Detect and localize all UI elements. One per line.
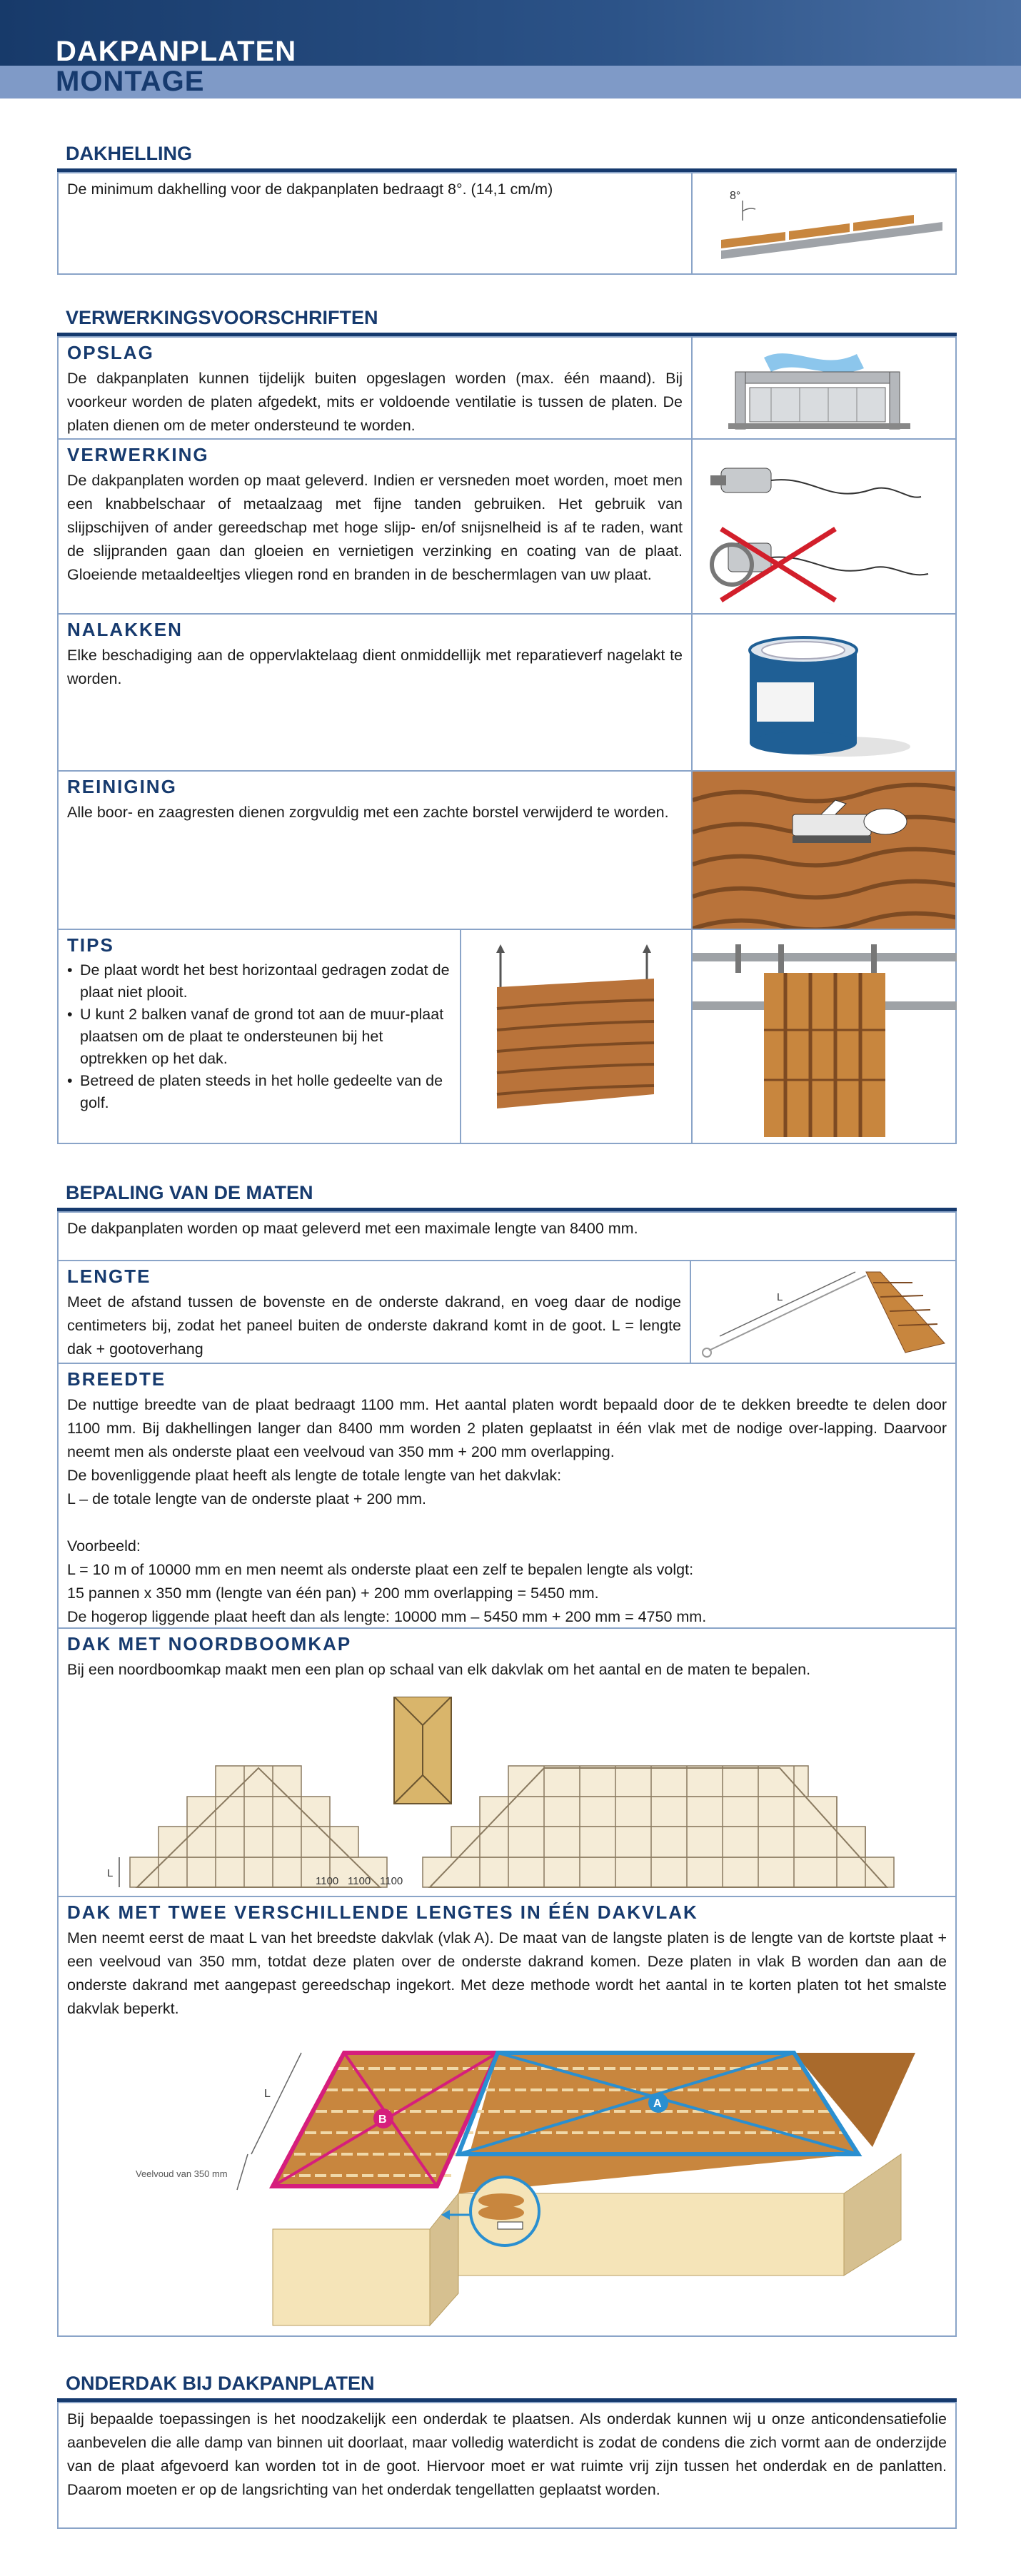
verwerking-figure-cell (691, 438, 957, 615)
sheet-carry-illustration (483, 944, 675, 1137)
north-light-roof-diagram (101, 1697, 922, 1893)
tips-cell (57, 929, 461, 1144)
twee-lengtes-label-l: L (264, 2088, 271, 2100)
verwerking-title: VERWERKING (67, 444, 209, 465)
tips-figure-cell-2 (691, 929, 957, 1144)
noordboomkap-label-l: L (107, 1867, 114, 1879)
veelvoud-label: Veelvoud van 350 mm (136, 2168, 228, 2179)
page-title: DAKPANPLATEN (56, 36, 297, 67)
dakhelling-figure-cell (691, 172, 957, 275)
breedte-title: BREEDTE (67, 1368, 166, 1390)
length-illustration (698, 1268, 952, 1360)
breedte-example1: L = 10 m of 10000 mm en men neemt als onderste plaat een zelf te bepalen lengte als volgt: (67, 1561, 694, 1578)
nalakken-text: Elke beschadiging aan de oppervlaktelaag dient onmiddellijk met reparatieverf nagelakt te worden. (67, 647, 683, 687)
noordboomkap-text: Bij een noordboomkap maakt men een plan op schaal van elk dakvlak om het aantal en de maten te bepalen. (67, 1661, 811, 1678)
breedte-cell (57, 1363, 957, 1629)
breedte-text1: De nuttige breedte van de plaat bedraagt 1100 mm. Het aantal platen wordt bepaald door de te dekken breedte te delen door 1100 mm. Bij dakhellingen langer dan 8400 mm worden 2 platen geplaatst in één vlak met de nodige over-lapping. Daarvoor neemt men als onderste plaat een veelvoud van 350 mm + 200 mm overlapping. (67, 1396, 947, 1460)
noordboomkap-cell (57, 1627, 957, 1897)
onderdak-text: Bij bepaalde toepassingen is het noodzakelijk een onderdak te plaatsen. Als onderdak kunnen wij u onze anticondensatiefolie aanbevelen die alle damp van binnen uit doorlaat, maar volledig waterdicht is zodat de condens die zich vormt aan de onderzijde van de plaat afgevoerd kan worden tot in de goot. Hiervoor moet er wat ruimte vrij zijn tussen het onderdak en de panlatten. Daarom moeten er op de langsrichting van het onderdak tengellatten geplaatst worden. (67, 2410, 947, 2498)
breedte-example2: 15 pannen x 350 mm (lengte van één pan) + 200 mm overlapping = 5450 mm. (67, 1585, 599, 1602)
twee-lengtes-cell (57, 1896, 957, 2337)
breedte-example3: De hogerop liggende plaat heeft dan als lengte: 10000 mm – 5450 mm + 200 mm = 4750 mm. (67, 1608, 707, 1625)
width-label: 1100 (380, 1875, 403, 1887)
page-subtitle: MONTAGE (56, 66, 205, 97)
two-lengths-roof-diagram (130, 2040, 930, 2329)
lengte-title: LENGTE (67, 1266, 151, 1287)
width-label: 1100 (316, 1875, 339, 1887)
dakhelling-text: De minimum dakhelling voor de dakpanplaten bedraagt 8°. (14,1 cm/m) (67, 181, 553, 198)
plane-a-label: A (653, 2098, 662, 2110)
roof-slope-illustration (700, 179, 950, 271)
reiniging-figure-cell (691, 770, 957, 930)
breedte-text3: L – de totale lengte van de onderste plaat + 200 mm. (67, 1490, 427, 1507)
twee-lengtes-title: DAK MET TWEE VERSCHILLENDE LENGTES IN ÉÉN DAKVLAK (67, 1901, 698, 1923)
breedte-example-title: Voorbeeld: (67, 1537, 141, 1555)
section-title-bepaling: BEPALING VAN DE MATEN (66, 1182, 313, 1203)
section-title-onderdak: ONDERDAK BIJ DAKPANPLATEN (66, 2373, 375, 2394)
verwerking-cell (57, 438, 693, 615)
width-label: 1100 (348, 1875, 371, 1887)
brush-on-tiles-illustration (693, 772, 957, 930)
lengte-figure-cell (690, 1260, 957, 1364)
reiniging-text: Alle boor- en zaagresten dienen zorgvuldig met een zachte borstel verwijderd te worden. (67, 804, 669, 821)
tips-item: • De plaat wordt het best horizontaal gedragen zodat de plaat niet plooit. (67, 959, 451, 1004)
twee-lengtes-text: Men neemt eerst de maat L van het breedste dakvlak (vlak A). De maat van de langste platen is de lengte van de kortste plaat + een veelvoud van 350 mm, totdat deze platen over de onderste dakrand komen. Deze platen in vlak B worden dan aan de onderste dakrand met aangepast gereedschap ingekort. Met deze methode wordt het aantal in te korten platen tot het smalste dakvlak beperkt. (67, 1929, 947, 2017)
angle-label: 8° (730, 190, 741, 202)
tips-item: • Betreed de platen steeds in het holle gedeelte van de golf. (67, 1070, 451, 1114)
opslag-text: De dakpanplaten kunnen tijdelijk buiten opgeslagen worden (max. één maand). Bij voorkeur worden de platen afgedekt, mits er voldoende ventilatie is tussen de platen. De platen dienen om de meter ondersteund te worden. (67, 370, 683, 434)
page-header (0, 0, 1021, 99)
beams-support-illustration (693, 944, 957, 1137)
nalakken-cell (57, 613, 693, 772)
breedte-text2: De bovenliggende plaat heeft als lengte de totale lengte van het dakvlak: (67, 1467, 562, 1484)
verwerking-text: De dakpanplaten worden op maat geleverd. Indien er versneden moet worden, moet men een knabbelschaar of metaalzaag met fijne tanden gebruiken. Het gebruik van slijpschijven of ander gereedschap met hoge slijp- en/of snijsnelheid is af te raden, want de slijpranden gaan dan gloeien en vernietigen verzinking en coating van de plaat. Gloeiende metaaldeeltjes vliegen rond en branden in de beschermlagen van uw plaat. (67, 472, 683, 583)
noordboomkap-title: DAK MET NOORDBOOMKAP (67, 1633, 352, 1655)
plane-b-label: B (378, 2113, 387, 2126)
lengte-fig-label: L (777, 1291, 783, 1303)
tips-item: • U kunt 2 balken vanaf de grond tot aan de muur-plaat plaatsen om de plaat te ondersteunen bij het optrekken op het dak. (67, 1004, 451, 1070)
opslag-cell (57, 336, 693, 440)
lengte-text: Meet de afstand tussen de bovenste en de onderste dakrand, en voeg daar de nodige centimeters bij, zodat het paneel buiten de onderste dakrand komt in de goot. L = lengte dak + gootoverhang (67, 1293, 681, 1358)
paint-can-icon (735, 629, 921, 764)
bepaling-intro: De dakpanplaten worden op maat geleverd met een maximale lengte van 8400 mm. (67, 1220, 638, 1237)
reiniging-title: REINIGING (67, 776, 177, 797)
section-title-verwerking: VERWERKINGSVOORSCHRIFTEN (66, 307, 378, 328)
opslag-figure-cell (691, 336, 957, 440)
section-title-dakhelling: DAKHELLING (66, 143, 192, 164)
opslag-title: OPSLAG (67, 342, 154, 363)
nalakken-title: NALAKKEN (67, 619, 183, 640)
bepaling-intro-cell (57, 1211, 957, 1261)
storage-illustration (714, 343, 935, 435)
tips-figure-cell-1 (460, 929, 693, 1144)
dakhelling-text-cell (57, 172, 693, 275)
tools-illustration (707, 447, 942, 607)
nalakken-figure-cell (691, 613, 957, 772)
lengte-cell (57, 1260, 691, 1364)
onderdak-cell (57, 2402, 957, 2529)
tips-list (67, 959, 451, 1114)
tips-title: TIPS (67, 934, 114, 956)
reiniging-cell (57, 770, 693, 930)
